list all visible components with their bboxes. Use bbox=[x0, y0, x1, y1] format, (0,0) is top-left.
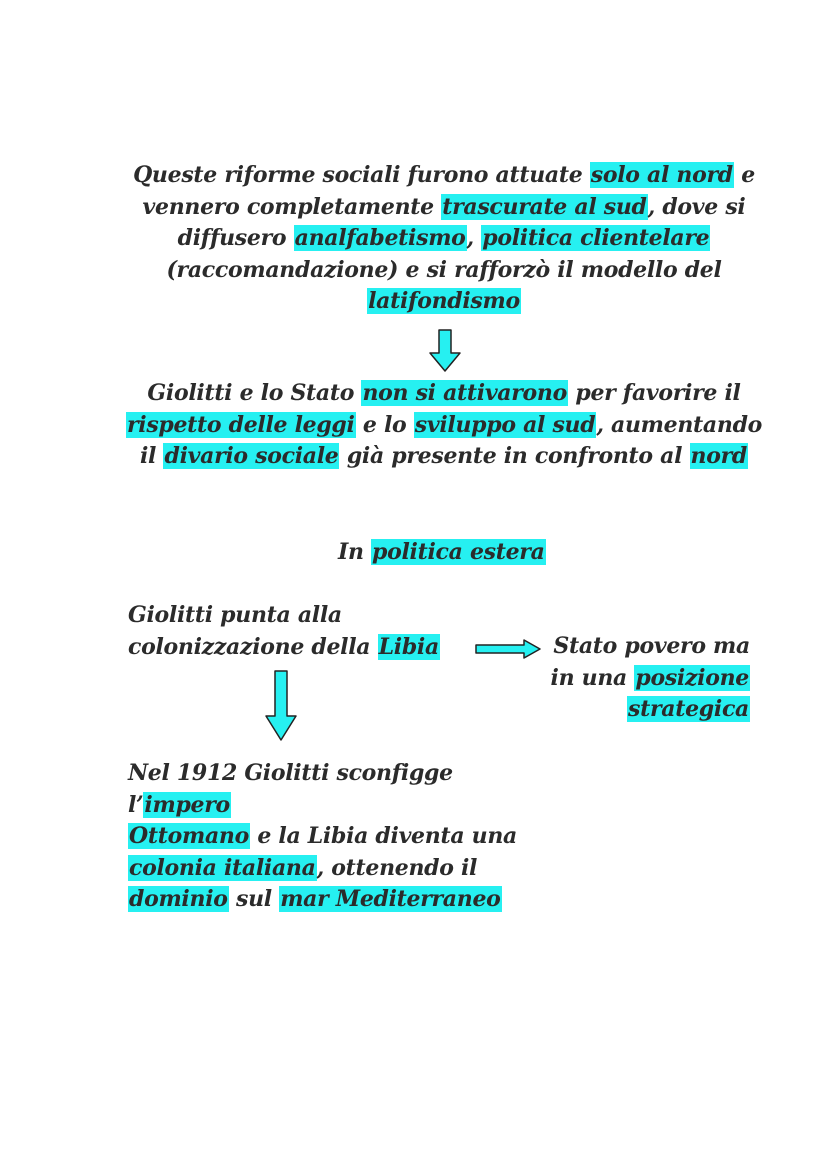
highlight: mar Mediterraneo bbox=[280, 886, 501, 912]
down-arrow-icon bbox=[264, 670, 298, 742]
paragraph-libya-colonization bbox=[128, 600, 468, 663]
line: Giolitti e lo Stato non si attivarono per favorire il bbox=[147, 380, 741, 406]
line: rispetto delle leggi e lo sviluppo al sud, aumentando bbox=[126, 411, 763, 438]
line bbox=[100, 286, 788, 318]
highlight: latifondismo bbox=[368, 288, 520, 314]
highlight: Ottomano bbox=[129, 823, 249, 849]
paragraph-reforms-north bbox=[100, 160, 788, 318]
highlight: sviluppo al sud bbox=[414, 411, 596, 438]
line: Stato povero ma bbox=[553, 633, 750, 659]
highlight: posizione bbox=[635, 664, 749, 691]
down-arrow-icon bbox=[428, 329, 462, 373]
highlight: trascurate al sud bbox=[442, 193, 647, 220]
line: Ottomano e la Libia diventa una bbox=[129, 823, 517, 849]
highlight: nord bbox=[690, 443, 747, 469]
highlight: Libia bbox=[378, 633, 439, 660]
highlight: rispetto delle leggi bbox=[126, 411, 355, 438]
line: Nel 1912 Giolitti sconfigge l’impero bbox=[128, 760, 453, 818]
line: colonizzazione della Libia bbox=[128, 633, 439, 660]
paragraph-poor-state bbox=[520, 631, 750, 726]
line: in una posizione bbox=[550, 664, 749, 691]
highlight: analfabetismo bbox=[294, 225, 466, 251]
line: diffusero analfabetismo, politica clientelare bbox=[177, 225, 710, 251]
highlight: divario sociale bbox=[164, 443, 339, 469]
highlight: solo al nord bbox=[590, 162, 733, 188]
line bbox=[520, 694, 750, 726]
line: dominio sul mar Mediterraneo bbox=[129, 886, 501, 912]
line: colonia italiana, ottenendo il bbox=[129, 854, 478, 881]
highlight: politica clientelare bbox=[482, 225, 710, 251]
line: Giolitti punta alla bbox=[128, 602, 342, 628]
line: vennero completamente trascurate al sud, dove si bbox=[142, 193, 746, 220]
highlight: politica estera bbox=[372, 539, 545, 565]
highlight: non si attivarono bbox=[362, 380, 567, 406]
section-heading: In politica estera bbox=[338, 539, 545, 565]
line: (raccomandazione) e si rafforzò il modello del bbox=[166, 256, 722, 283]
highlight: dominio bbox=[129, 886, 228, 912]
highlight: impero bbox=[144, 791, 230, 818]
line: il divario sociale già presente in confronto al nord bbox=[140, 443, 747, 469]
highlight: colonia italiana bbox=[129, 854, 316, 881]
highlight: strategica bbox=[628, 696, 749, 722]
line: Queste riforme sociali furono attuate solo al nord e bbox=[133, 162, 755, 188]
paragraph-state-inaction bbox=[100, 378, 788, 473]
paragraph-1912-victory bbox=[128, 758, 548, 916]
